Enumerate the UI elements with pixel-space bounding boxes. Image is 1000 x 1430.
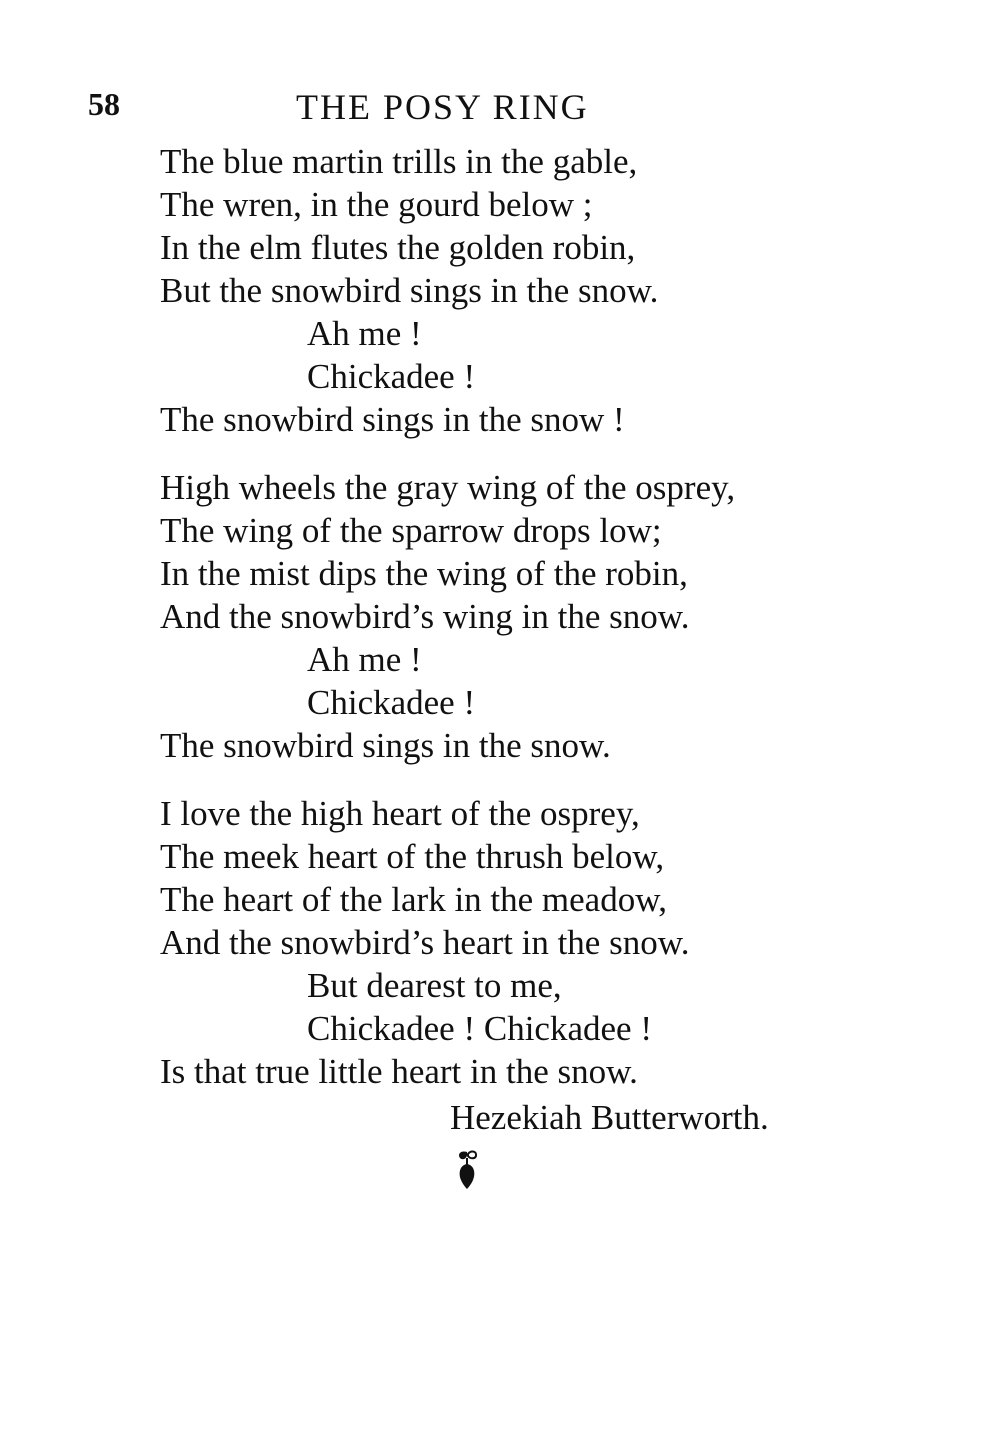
stanza-2	[160, 466, 920, 767]
poem	[160, 140, 920, 1093]
running-head: THE POSY RING	[296, 87, 589, 127]
poem-line: And the snowbird’s wing in the snow.	[160, 597, 690, 636]
poem-author: Hezekiah Butterworth.	[450, 1098, 769, 1137]
poem-refrain-line: But dearest to me,	[307, 966, 562, 1005]
poem-refrain-line: Chickadee !	[307, 683, 476, 722]
poem-refrain-line: Chickadee ! Chickadee !	[307, 1009, 652, 1048]
poem-line: In the mist dips the wing of the robin,	[160, 554, 688, 593]
poem-line: The wing of the sparrow drops low;	[160, 511, 662, 550]
poem-line: But the snowbird sings in the snow.	[160, 271, 659, 310]
stanza-3	[160, 792, 920, 1093]
poem-refrain-line: Chickadee !	[307, 357, 476, 396]
page-number: 58	[88, 86, 120, 122]
poem-line: I love the high heart of the osprey,	[160, 794, 640, 833]
poem-line: The blue martin trills in the gable,	[160, 142, 638, 181]
poem-line: The snowbird sings in the snow !	[160, 400, 625, 439]
poem-line: Is that true little heart in the snow.	[160, 1052, 638, 1091]
poem-line: The meek heart of the thrush below,	[160, 837, 665, 876]
poem-line: High wheels the gray wing of the osprey,	[160, 468, 736, 507]
poem-refrain-line: Ah me !	[307, 314, 422, 353]
leaf-ornament-icon	[451, 1148, 483, 1192]
poem-line: The snowbird sings in the snow.	[160, 726, 611, 765]
poem-line: The heart of the lark in the meadow,	[160, 880, 667, 919]
stanza-1	[160, 140, 920, 441]
poem-line: In the elm flutes the golden robin,	[160, 228, 636, 267]
poem-refrain-line: Ah me !	[307, 640, 422, 679]
poem-line: The wren, in the gourd below ;	[160, 185, 593, 224]
poem-line: And the snowbird’s heart in the snow.	[160, 923, 690, 962]
